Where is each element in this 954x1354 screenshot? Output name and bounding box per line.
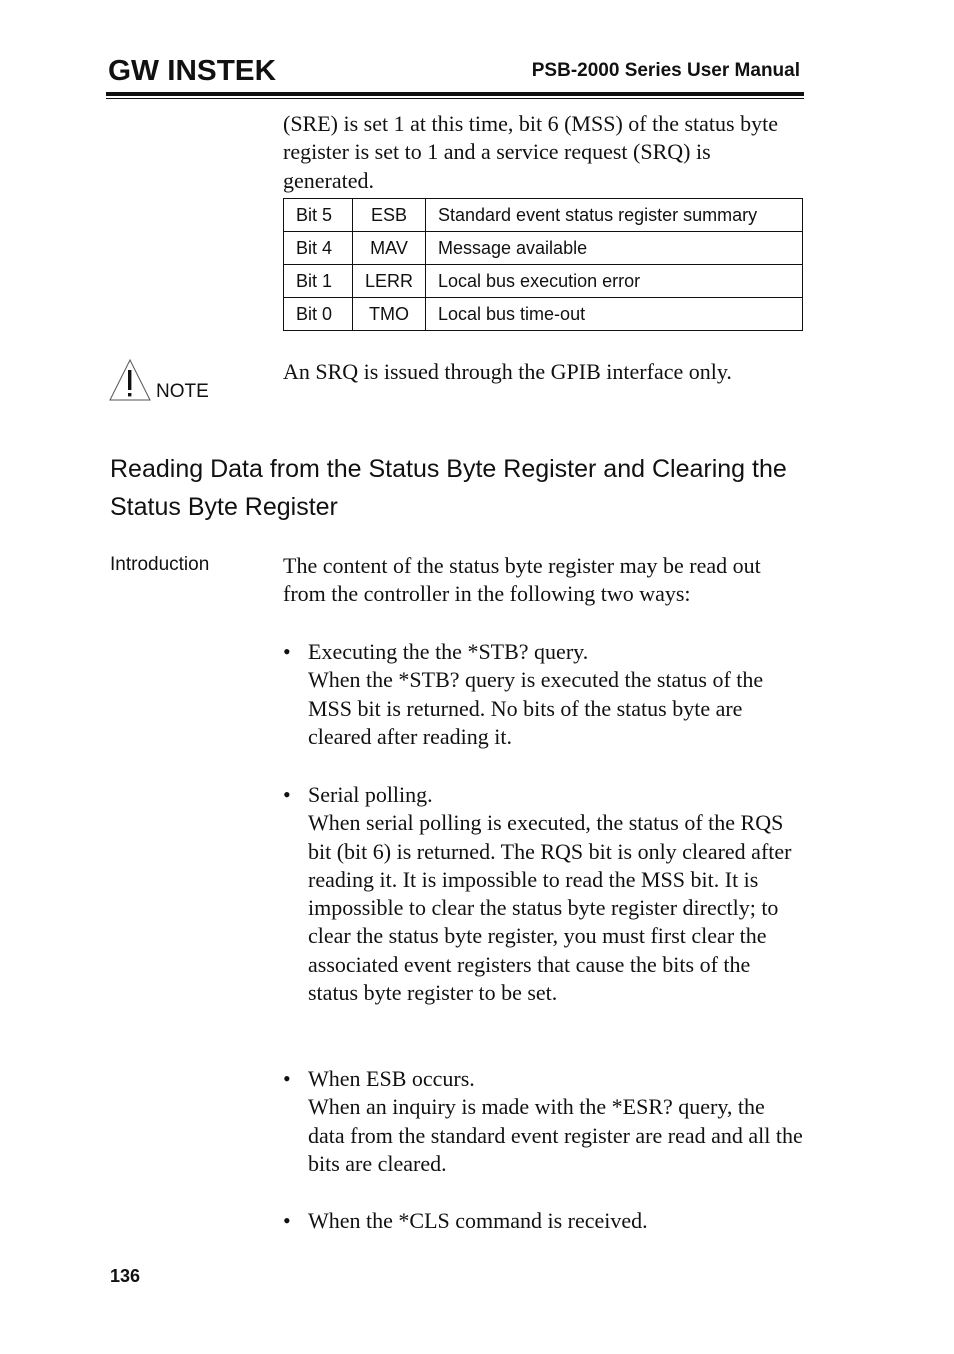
header-rule-thin [106,98,804,99]
bullet-marker: • [283,639,291,664]
bit-name-cell: TMO [353,298,426,331]
table-row [284,265,803,298]
bit-cell: Bit 0 [284,298,353,331]
header-rule [106,92,804,96]
manual-title: PSB-2000 Series User Manual [531,60,800,81]
bit-desc-cell: Message available [426,232,803,265]
list-item [283,1065,803,1178]
gw-instek-logo [108,54,278,84]
bullet-body: When an inquiry is made with the *ESR? query, the data from the standard event register are read and all the bits are cleared. [308,1094,803,1176]
bullet-marker: • [283,1208,291,1233]
status-bit-table [283,198,803,331]
table-row [284,199,803,232]
list-item [283,638,803,751]
bullet-marker: • [283,782,291,807]
list-item [283,1207,803,1235]
bullet-body: When serial polling is executed, the status of the RQS bit (bit 6) is returned. The RQS bit is only cleared after reading it. It is impossible to read the MSS bit. It is impossible to clear the status byte register directly; to clear the status byte register, you must first clear the associated event registers that cause the bits of the status byte register to be set. [308,810,792,1006]
introduction-paragraph: The content of the status byte register may be read out from the controller in the following two ways: [283,553,761,607]
section-title: Reading Data from the Status Byte Register and Clearing the Status Byte Register [110,455,787,521]
bullet-title: Serial polling. [308,782,433,807]
table-row [284,232,803,265]
bit-desc-cell: Local bus execution error [426,265,803,298]
bit-cell: Bit 4 [284,232,353,265]
logo-text: GW INSTEK [108,55,277,84]
list-item [283,781,803,1007]
bullet-marker: • [283,1066,291,1091]
side-label-introduction: Introduction [110,554,210,575]
intro-paragraph: (SRE) is set 1 at this time, bit 6 (MSS) of the status byte register is set to 1 and a service request (SRQ) is generated. [283,111,778,193]
bit-desc-cell: Local bus time-out [426,298,803,331]
bit-name-cell: ESB [353,199,426,232]
note-label: NOTE [156,381,209,402]
page-number: 136 [110,1266,141,1286]
bullet-body: When the *STB? query is executed the status of the MSS bit is returned. No bits of the status byte are cleared after reading it. [308,667,764,749]
note-text: An SRQ is issued through the GPIB interface only. [283,359,732,384]
table-row [284,298,803,331]
bullet-title: When the *CLS command is received. [308,1208,648,1233]
bullet-title: When ESB occurs. [308,1066,475,1091]
bit-name-cell: MAV [353,232,426,265]
warning-triangle-icon [108,358,152,402]
bit-cell: Bit 5 [284,199,353,232]
bit-name-cell: LERR [353,265,426,298]
bit-desc-cell: Standard event status register summary [426,199,803,232]
bit-cell: Bit 1 [284,265,353,298]
bullet-title: Executing the the *STB? query. [308,639,589,664]
